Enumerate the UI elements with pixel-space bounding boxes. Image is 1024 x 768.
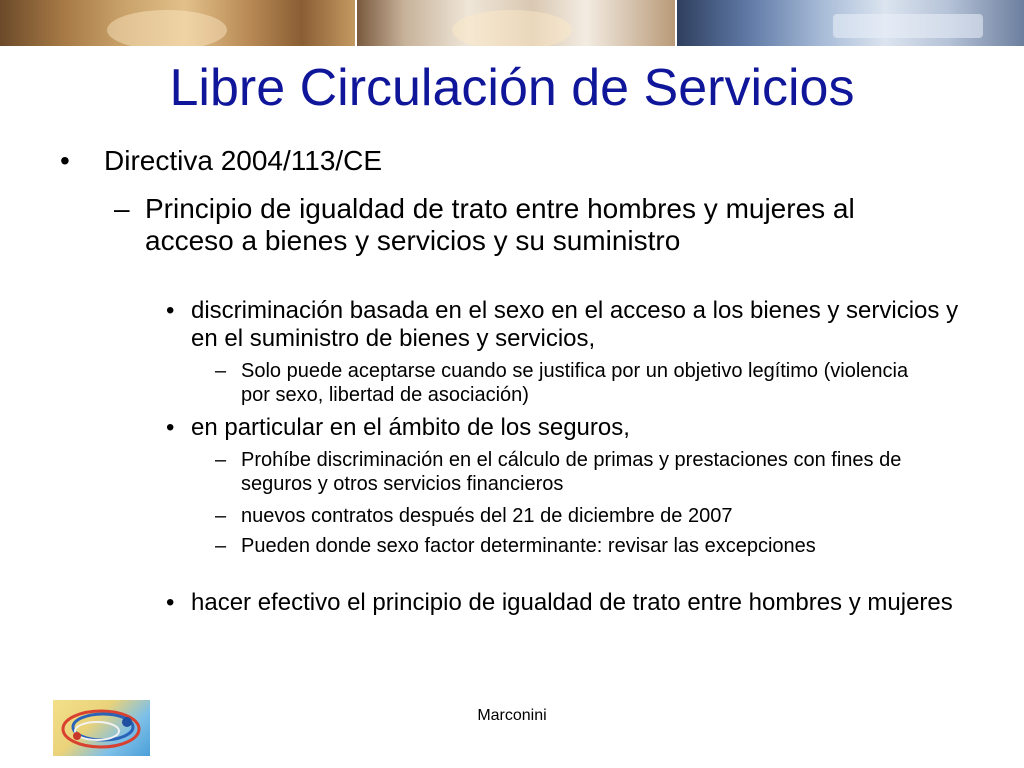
bullet-text: hacer efectivo el principio de igualdad de trato entre hombres y mujeres <box>191 589 953 616</box>
bullet-text: Prohíbe discriminación en el cálculo de primas y prestaciones con fines de seguros y otros servicios financieros <box>241 449 902 495</box>
bullet-text: en particular en el ámbito de los seguros, <box>191 414 630 441</box>
bullet-marker: • <box>166 414 175 441</box>
bullet-text: Solo puede aceptarse cuando se justifica por un objetivo legítimo (violencia por sexo, libertad de asociación) <box>241 360 909 406</box>
dash-marker: – <box>114 193 130 224</box>
bullet-pueden-donde <box>215 534 855 558</box>
dash-marker: – <box>215 449 227 471</box>
dash-marker: – <box>215 505 227 527</box>
dash-marker: – <box>215 360 227 382</box>
dash-marker: – <box>215 535 227 557</box>
bullet-text: Directiva 2004/113/CE <box>104 145 383 176</box>
bullet-text: nuevos contratos después del 21 de diciembre de 2007 <box>241 505 733 527</box>
bullet-nuevos-contratos <box>215 504 955 528</box>
bullet-principio <box>114 193 874 257</box>
bullet-en-particular <box>166 414 966 442</box>
bullet-directiva <box>60 145 960 177</box>
bullet-solo-puede <box>215 359 915 407</box>
bullet-text: Pueden donde sexo factor determinante: revisar las excepciones <box>241 535 816 557</box>
bullet-marker: • <box>166 589 175 616</box>
bullet-text: discriminación basada en el sexo en el acceso a los bienes y servicios y en el suministro de bienes y servicios, <box>191 297 959 352</box>
bullet-hacer-efectivo <box>166 589 971 617</box>
slide-footer: Marconini <box>477 707 547 724</box>
slide-title: Libre Circulación de Servicios <box>169 59 855 117</box>
bullet-prohibe <box>215 448 955 496</box>
bullet-discriminacion <box>166 297 966 353</box>
bullet-text: Principio de igualdad de trato entre hombres y mujeres al acceso a bienes y servicios y su suministro <box>145 193 855 256</box>
bullet-marker: • <box>60 145 70 176</box>
bullet-marker: • <box>166 297 175 324</box>
